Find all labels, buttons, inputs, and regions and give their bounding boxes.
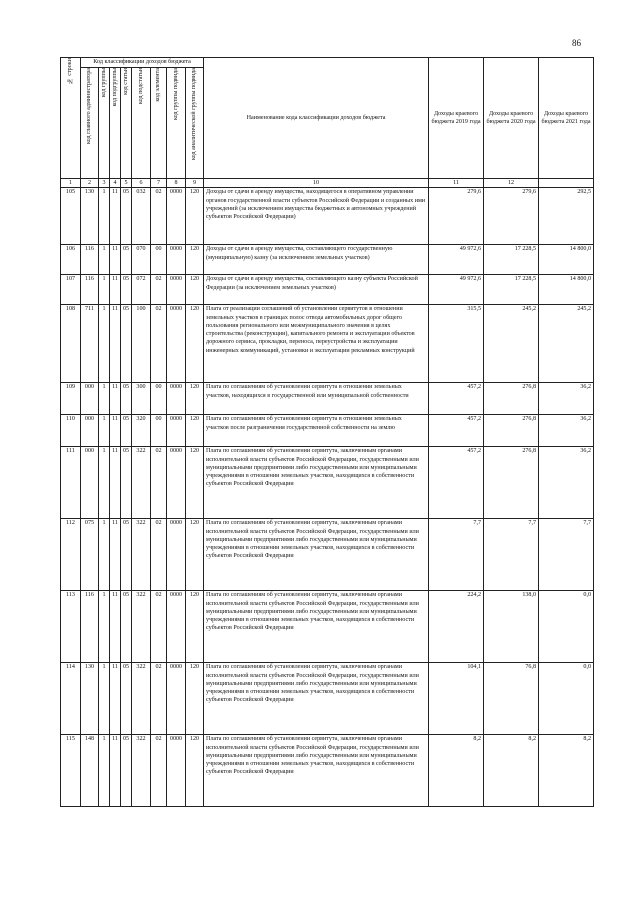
code-analytic-group: 120 <box>186 188 204 245</box>
income-2021: 292,5 <box>539 188 594 245</box>
code-header-analytic-group: код аналитической группы подвида <box>186 68 204 179</box>
income-2019: 457,2 <box>429 383 484 415</box>
code-group: 1 <box>99 735 110 807</box>
code-article: 05 <box>121 447 132 519</box>
code-subtype-group: 0000 <box>167 735 186 807</box>
income-2021: 36,2 <box>539 415 594 447</box>
income-code-name: Плата по соглашениям об установлении сервитута, заключенным органами исполнительной власти субъектов Российской Федерации, государственными или муниципальными предприятиями либо государственными или муниципальными учреждениями в отношении земельных участков, находящихся в собственности субъектов Российской Федерации <box>204 735 429 807</box>
income-code-name: Плата по соглашениям об установлении сервитута, заключенным органами исполнительной власти субъектов Российской Федерации, государственными или муниципальными предприятиями либо государственными или муниципальными учреждениями в отношении земельных участков, находящихся в собственности субъектов Российской Федерации <box>204 591 429 663</box>
code-element: 02 <box>151 735 167 807</box>
code-analytic-group: 120 <box>186 735 204 807</box>
code-subarticle: 320 <box>132 415 151 447</box>
table-row <box>61 383 594 415</box>
code-group: 1 <box>99 245 110 275</box>
code-element: 02 <box>151 447 167 519</box>
code-subtype-group: 0000 <box>167 305 186 383</box>
code-article: 05 <box>121 245 132 275</box>
income-2020: 245,2 <box>484 305 539 383</box>
income-2019: 457,2 <box>429 415 484 447</box>
code-article: 05 <box>121 519 132 591</box>
income-code-name: Плата по соглашениям об установлении сервитута в отношении земельных участков после разграничения государственной собственности на землю <box>204 415 429 447</box>
income-2020: 17 228,5 <box>484 275 539 305</box>
code-header-element: код элемента <box>151 68 167 179</box>
income-code-name: Плата по соглашениям об установлении сервитута, заключенным органами исполнительной власти субъектов Российской Федерации, государственными или муниципальными предприятиями либо государственными или муниципальными учреждениями в отношении земельных участков, находящихся в собственности субъектов Российской Федерации <box>204 663 429 735</box>
code-admin: 130 <box>81 188 99 245</box>
income-2020: 8,2 <box>484 735 539 807</box>
code-admin: 148 <box>81 735 99 807</box>
income-code-name: Плата по соглашениям об установлении сервитута в отношении земельных участков, находящихся в государственной или муниципальной собственности <box>204 383 429 415</box>
code-subgroup: 11 <box>110 275 121 305</box>
income-2020: 76,8 <box>484 663 539 735</box>
row-number: 110 <box>61 415 81 447</box>
code-subarticle: 032 <box>132 188 151 245</box>
code-subgroup: 11 <box>110 663 121 735</box>
income-2020: 17 228,5 <box>484 245 539 275</box>
row-number: 113 <box>61 591 81 663</box>
code-element: 00 <box>151 383 167 415</box>
code-admin: 000 <box>81 447 99 519</box>
income-2020: 7,7 <box>484 519 539 591</box>
code-analytic-group: 120 <box>186 447 204 519</box>
income-code-name: Плата по соглашениям об установлении сервитута, заключенным органами исполнительной власти субъектов Российской Федерации, государственными или муниципальными предприятиями либо государственными или муниципальными учреждениями в отношении земельных участков, находящихся в собственности субъектов Российской Федерации <box>204 447 429 519</box>
code-subtype-group: 0000 <box>167 591 186 663</box>
code-element: 02 <box>151 519 167 591</box>
code-analytic-group: 120 <box>186 305 204 383</box>
code-header-subarticle: код подстатьи <box>132 68 151 179</box>
code-header-subgroup: код подгруппы <box>110 68 121 179</box>
code-admin: 130 <box>81 663 99 735</box>
code-header-admin: код главного администратора <box>81 68 99 179</box>
code-header-subtype-group: код группы подвида <box>167 68 186 179</box>
code-element: 00 <box>151 245 167 275</box>
code-group: 1 <box>99 275 110 305</box>
table-header <box>61 58 594 179</box>
income-code-name: Плата по соглашениям об установлении сервитута, заключенным органами исполнительной власти субъектов Российской Федерации, государственными или муниципальными предприятиями либо государственными или муниципальными учреждениями в отношении земельных участков, находящихся в собственности субъектов Российской Федерации <box>204 519 429 591</box>
code-subarticle: 322 <box>132 591 151 663</box>
code-subtype-group: 0000 <box>167 447 186 519</box>
income-2021: 0,0 <box>539 591 594 663</box>
income-2021-header: Доходы краевого бюджета 2021 года <box>539 58 594 179</box>
code-subarticle: 072 <box>132 275 151 305</box>
table-row <box>61 415 594 447</box>
code-admin: 116 <box>81 591 99 663</box>
code-analytic-group: 120 <box>186 415 204 447</box>
income-2021: 14 800,0 <box>539 245 594 275</box>
income-2019: 224,2 <box>429 591 484 663</box>
row-number: 112 <box>61 519 81 591</box>
table-row <box>61 591 594 663</box>
code-analytic-group: 120 <box>186 275 204 305</box>
code-subarticle: 322 <box>132 663 151 735</box>
code-group: 1 <box>99 383 110 415</box>
code-admin: 116 <box>81 245 99 275</box>
code-element: 02 <box>151 188 167 245</box>
page-number: 86 <box>572 38 581 48</box>
row-number: 114 <box>61 663 81 735</box>
row-number: 115 <box>61 735 81 807</box>
income-2019-header: Доходы краевого бюджета 2019 года <box>429 58 484 179</box>
code-subgroup: 11 <box>110 415 121 447</box>
code-subarticle: 322 <box>132 519 151 591</box>
code-admin: 116 <box>81 275 99 305</box>
code-element: 00 <box>151 415 167 447</box>
code-article: 05 <box>121 383 132 415</box>
code-group: 1 <box>99 188 110 245</box>
code-subarticle: 322 <box>132 735 151 807</box>
code-subgroup: 11 <box>110 305 121 383</box>
code-analytic-group: 120 <box>186 519 204 591</box>
code-subgroup: 11 <box>110 447 121 519</box>
row-number: 106 <box>61 245 81 275</box>
code-header-article: код статьи <box>121 68 132 179</box>
income-2019: 457,2 <box>429 447 484 519</box>
income-2021: 36,2 <box>539 383 594 415</box>
code-subarticle: 322 <box>132 447 151 519</box>
income-2019: 8,2 <box>429 735 484 807</box>
code-article: 05 <box>121 275 132 305</box>
code-subgroup: 11 <box>110 188 121 245</box>
income-2020-header: Доходы краевого бюджета 2020 года <box>484 58 539 179</box>
code-subtype-group: 0000 <box>167 275 186 305</box>
code-element: 02 <box>151 663 167 735</box>
income-code-name: Доходы от сдачи в аренду имущества, составляющего государственную (муниципальную) казну (за исключением земельных участков) <box>204 245 429 275</box>
income-2019: 279,6 <box>429 188 484 245</box>
code-subgroup: 11 <box>110 519 121 591</box>
table-body <box>61 179 594 807</box>
income-2021: 14 800,0 <box>539 275 594 305</box>
income-2020: 276,8 <box>484 447 539 519</box>
code-subtype-group: 0000 <box>167 188 186 245</box>
code-article: 05 <box>121 663 132 735</box>
code-analytic-group: 120 <box>186 591 204 663</box>
code-subtype-group: 0000 <box>167 415 186 447</box>
column-number-row: 1 2 3 4 5 6 7 8 9 10 11 12 <box>61 179 594 188</box>
income-2019: 49 972,6 <box>429 245 484 275</box>
name-header: Наименование кода классификации доходов бюджета <box>204 58 429 179</box>
code-subgroup: 11 <box>110 591 121 663</box>
code-subtype-group: 0000 <box>167 519 186 591</box>
budget-income-table <box>60 57 594 807</box>
table-row <box>61 305 594 383</box>
code-article: 05 <box>121 188 132 245</box>
code-article: 05 <box>121 415 132 447</box>
code-group: 1 <box>99 305 110 383</box>
code-element: 02 <box>151 275 167 305</box>
income-2021: 7,7 <box>539 519 594 591</box>
code-analytic-group: 120 <box>186 383 204 415</box>
code-subtype-group: 0000 <box>167 383 186 415</box>
table-row <box>61 275 594 305</box>
code-analytic-group: 120 <box>186 245 204 275</box>
income-2020: 276,8 <box>484 383 539 415</box>
code-header-group: код группы <box>99 68 110 179</box>
table-row <box>61 245 594 275</box>
row-number: 108 <box>61 305 81 383</box>
income-2021: 36,2 <box>539 447 594 519</box>
row-number: 109 <box>61 383 81 415</box>
income-code-name: Доходы от сдачи в аренду имущества, составляющего казну субъекта Российской Федерации (за исключением земельных участков) <box>204 275 429 305</box>
income-code-name: Плата от реализации соглашений об установлении сервитутов в отношении земельных участков в границах полос отвода автомобильных дорог общего пользования регионального или межмуниципального значения в целях строительства (реконструкции), капитального ремонта и эксплуатации объектов дорожного сервиса, прокладки, переноса, переустройства и эксплуатации инженерных коммуникаций, установки и эксплуатации рекламных конструкций <box>204 305 429 383</box>
code-group: 1 <box>99 447 110 519</box>
code-group: 1 <box>99 415 110 447</box>
code-article: 05 <box>121 591 132 663</box>
code-article: 05 <box>121 305 132 383</box>
income-2019: 7,7 <box>429 519 484 591</box>
income-2021: 0,0 <box>539 663 594 735</box>
income-2020: 276,8 <box>484 415 539 447</box>
table-row <box>61 735 594 807</box>
code-element: 02 <box>151 305 167 383</box>
code-admin: 711 <box>81 305 99 383</box>
income-2021: 245,2 <box>539 305 594 383</box>
table-row <box>61 663 594 735</box>
row-number: 111 <box>61 447 81 519</box>
code-group: 1 <box>99 591 110 663</box>
income-2020: 279,6 <box>484 188 539 245</box>
income-code-name: Доходы от сдачи в аренду имущества, находящегося в оперативном управлении органов государственной власти субъектов Российской Федерации и созданных ими учреждений (за исключением имущества бюджетных и автономных учреждений субъектов Российской Федерации) <box>204 188 429 245</box>
table-row <box>61 188 594 245</box>
code-admin: 000 <box>81 415 99 447</box>
code-element: 02 <box>151 591 167 663</box>
income-2019: 104,1 <box>429 663 484 735</box>
code-subarticle: 070 <box>132 245 151 275</box>
code-group-header: Код классификации доходов бюджета <box>81 58 204 68</box>
income-2020: 138,0 <box>484 591 539 663</box>
code-subtype-group: 0000 <box>167 245 186 275</box>
income-2019: 49 972,6 <box>429 275 484 305</box>
code-group: 1 <box>99 663 110 735</box>
code-analytic-group: 120 <box>186 663 204 735</box>
code-subarticle: 300 <box>132 383 151 415</box>
row-number-header: № строки <box>61 58 81 179</box>
code-subgroup: 11 <box>110 735 121 807</box>
table-row <box>61 447 594 519</box>
code-admin: 075 <box>81 519 99 591</box>
code-subgroup: 11 <box>110 245 121 275</box>
code-subtype-group: 0000 <box>167 663 186 735</box>
code-subarticle: 100 <box>132 305 151 383</box>
income-2021: 8,2 <box>539 735 594 807</box>
code-article: 05 <box>121 735 132 807</box>
code-group: 1 <box>99 519 110 591</box>
row-number: 105 <box>61 188 81 245</box>
row-number: 107 <box>61 275 81 305</box>
income-2019: 315,5 <box>429 305 484 383</box>
table-row <box>61 519 594 591</box>
code-admin: 000 <box>81 383 99 415</box>
code-subgroup: 11 <box>110 383 121 415</box>
